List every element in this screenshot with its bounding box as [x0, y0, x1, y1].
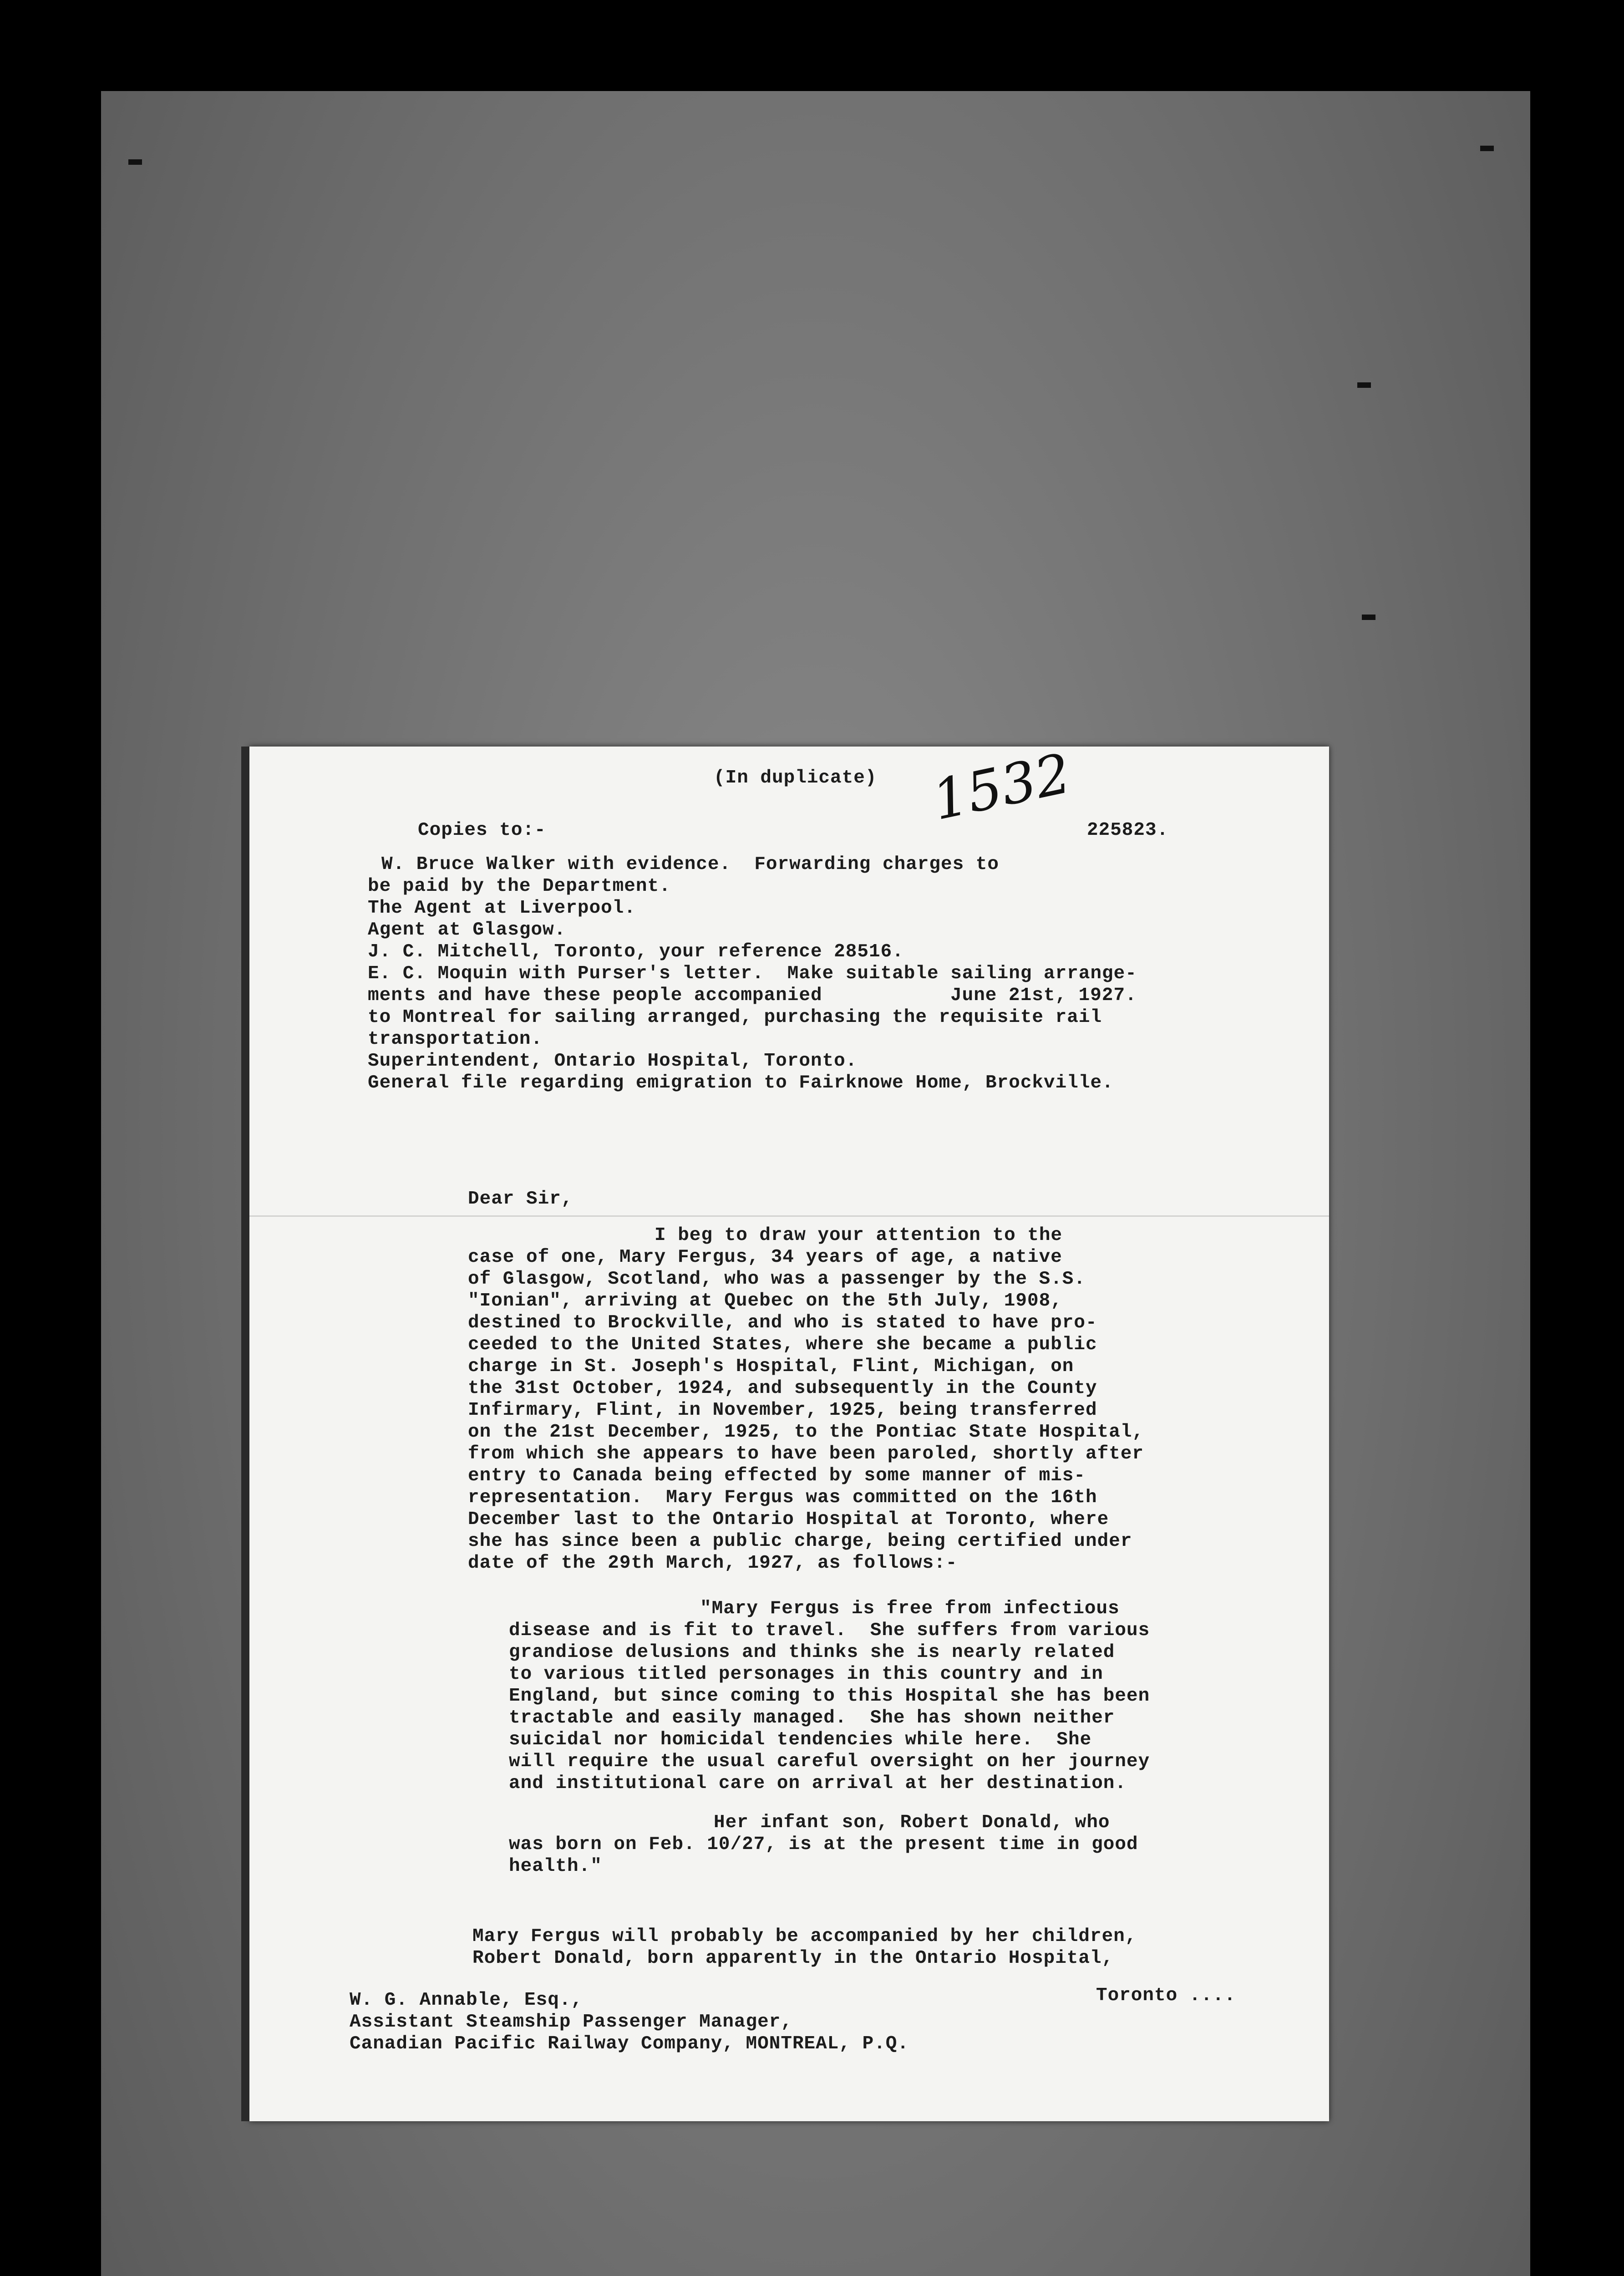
body-line: from which she appears to have been paroled, shortly after — [468, 1443, 1144, 1464]
body-line: on the 21st December, 1925, to the Pontiac State Hospital, — [468, 1422, 1144, 1443]
quote-line: grandiose delusions and thinks she is nearly related — [509, 1642, 1115, 1663]
page-fold — [249, 1215, 1329, 1217]
quote2-line: health." — [509, 1856, 602, 1877]
quote-line: disease and is fit to travel. She suffers from various — [509, 1620, 1150, 1641]
board-mark — [1480, 146, 1494, 151]
salutation: Dear Sir, — [468, 1189, 573, 1209]
copy-line: ments and have these people accompanied — [368, 985, 822, 1006]
body-line: December last to the Ontario Hospital at Toronto, where — [468, 1509, 1109, 1530]
copy-line: J. C. Mitchell, Toronto, your reference 28516. — [368, 941, 904, 962]
continued-marker: Toronto .... — [1096, 1985, 1236, 2006]
quote2-line: was born on Feb. 10/27, is at the present time in good — [509, 1834, 1138, 1855]
body-line: I beg to draw your attention to the — [655, 1225, 1063, 1246]
copy-line: Agent at Glasgow. — [368, 920, 566, 940]
board-mark — [1357, 382, 1371, 388]
board-mark — [128, 159, 142, 165]
body-line: ceeded to the United States, where she became a public — [468, 1334, 1097, 1355]
body-line: the 31st October, 1924, and subsequently in the County — [468, 1378, 1097, 1399]
file-number: 225823. — [1087, 820, 1169, 841]
duplicate-note: (In duplicate) — [714, 767, 877, 788]
body-line: "Ionian", arriving at Quebec on the 5th July, 1908, — [468, 1290, 1062, 1311]
handwritten-file-number: 1532 — [927, 742, 1076, 833]
copy-line: E. C. Moquin with Purser's letter. Make suitable sailing arrange- — [368, 963, 1137, 984]
quote-line: to various titled personages in this country and in — [509, 1664, 1103, 1685]
board-mark — [1362, 615, 1375, 620]
quote-line: "Mary Fergus is free from infectious — [700, 1598, 1120, 1619]
body-line: representation. Mary Fergus was committed on the 16th — [468, 1487, 1097, 1508]
quote-line: suicidal nor homicidal tendencies while here. She — [509, 1729, 1092, 1750]
body-line: charge in St. Joseph's Hospital, Flint, Michigan, on — [468, 1356, 1074, 1377]
quote-line: and institutional care on arrival at her destination. — [509, 1773, 1127, 1794]
copy-line: W. Bruce Walker with evidence. Forwarding charges to — [381, 854, 1000, 875]
copy-line: General file regarding emigration to Fairknowe Home, Brockville. — [368, 1072, 1114, 1093]
addressee-line: W. G. Annable, Esq., — [350, 1990, 583, 2011]
quote-line: England, but since coming to this Hospital she has been — [509, 1686, 1150, 1707]
body-line: she has since been a public charge, being certified under — [468, 1531, 1132, 1552]
body-line: destined to Brockville, and who is stated to have pro- — [468, 1312, 1097, 1333]
body-line: case of one, Mary Fergus, 34 years of age, a native — [468, 1247, 1062, 1268]
copy-line: The Agent at Liverpool. — [368, 898, 636, 919]
body-line: date of the 29th March, 1927, as follows:- — [468, 1553, 958, 1574]
copy-line: to Montreal for sailing arranged, purchasing the requisite rail — [368, 1007, 1102, 1028]
closing-line: Mary Fergus will probably be accompanied by her children, — [472, 1926, 1137, 1947]
copy-line: Superintendent, Ontario Hospital, Toronto. — [368, 1051, 858, 1072]
letter-page — [249, 742, 1329, 2121]
quote-line: tractable and easily managed. She has shown neither — [509, 1707, 1115, 1728]
body-line: Infirmary, Flint, in November, 1925, being transferred — [468, 1400, 1097, 1421]
quote-line: will require the usual careful oversight on her journey — [509, 1751, 1150, 1772]
body-line: of Glasgow, Scotland, who was a passenger by the S.S. — [468, 1269, 1086, 1290]
closing-line: Robert Donald, born apparently in the Ontario Hospital, — [472, 1948, 1114, 1969]
body-line: entry to Canada being effected by some manner of mis- — [468, 1465, 1086, 1486]
letter-date: June 21st, 1927. — [950, 985, 1137, 1006]
quote2-line: Her infant son, Robert Donald, who — [714, 1812, 1110, 1833]
copy-line: be paid by the Department. — [368, 876, 671, 897]
addressee-line: Assistant Steamship Passenger Manager, — [350, 2012, 792, 2032]
copy-line: transportation. — [368, 1029, 543, 1050]
addressee-line: Canadian Pacific Railway Company, MONTREAL, P.Q. — [350, 2033, 909, 2054]
copies-to-label: Copies to:- — [418, 820, 546, 841]
